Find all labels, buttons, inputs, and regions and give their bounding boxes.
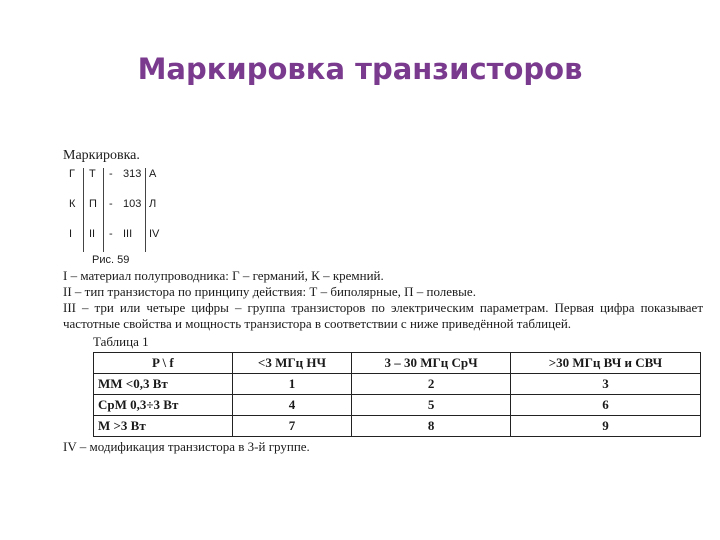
table-cell: 6 <box>510 395 700 416</box>
scheme-cell: П <box>89 198 97 210</box>
marking-heading: Маркировка. <box>63 148 140 163</box>
scheme-divider <box>103 168 104 252</box>
table-cell: 2 <box>352 374 511 395</box>
marking-scheme <box>63 168 183 268</box>
paragraph-group: III – три или четыре цифры – группа транзисторов по электрическим параметрам. Первая цифра показывает частотные свойства и мощность транзистора в соответствии с ниже приведённой таблицей. <box>63 300 703 331</box>
scheme-cell: I <box>69 228 73 240</box>
table-caption: Таблица 1 <box>93 334 149 349</box>
scheme-cell: Л <box>149 198 157 210</box>
table-cell: ММ <0,3 Вт <box>94 374 233 395</box>
table-cell: 7 <box>232 416 352 437</box>
table-cell: 1 <box>232 374 352 395</box>
table-cell: СрМ 0,3÷3 Вт <box>94 395 233 416</box>
scheme-cell: - <box>109 228 113 240</box>
figure-caption: Рис. 59 <box>92 254 130 266</box>
table-cell: 4 <box>232 395 352 416</box>
scheme-divider <box>83 168 84 252</box>
slide-title: Маркировка транзисторов <box>137 52 583 86</box>
table-row <box>94 416 701 437</box>
document-body <box>63 148 703 455</box>
table-header: P \ f <box>94 353 233 374</box>
scheme-cell: А <box>149 168 157 180</box>
table-cell: 8 <box>352 416 511 437</box>
scheme-cell: III <box>123 228 133 240</box>
table-row <box>94 395 701 416</box>
table-header: >30 МГц ВЧ и СВЧ <box>510 353 700 374</box>
table-cell: 5 <box>352 395 511 416</box>
scheme-cell: - <box>109 168 113 180</box>
paragraph-modification: IV – модификация транзистора в 3-й группе. <box>63 439 310 454</box>
scheme-cell: Г <box>69 168 75 180</box>
scheme-cell: Т <box>89 168 96 180</box>
table-cell: 3 <box>510 374 700 395</box>
table-header: 3 – 30 МГц СрЧ <box>352 353 511 374</box>
scheme-cell: К <box>69 198 76 210</box>
table-row <box>94 374 701 395</box>
scheme-cell: IV <box>149 228 160 240</box>
scheme-cell: II <box>89 228 96 240</box>
table-header-row <box>94 353 701 374</box>
scheme-cell: 103 <box>123 198 142 210</box>
paragraph-type: II – тип транзистора по принципу действия: Т – биполярные, П – полевые. <box>63 284 476 299</box>
paragraph-material: I – материал полупроводника: Г – германий, К – кремний. <box>63 268 384 283</box>
parameters-table <box>93 352 701 437</box>
scheme-cell: 313 <box>123 168 142 180</box>
table-cell: М >3 Вт <box>94 416 233 437</box>
scheme-cell: - <box>109 198 113 210</box>
table-cell: 9 <box>510 416 700 437</box>
scheme-divider <box>145 168 146 252</box>
table-header: <3 МГц НЧ <box>232 353 352 374</box>
